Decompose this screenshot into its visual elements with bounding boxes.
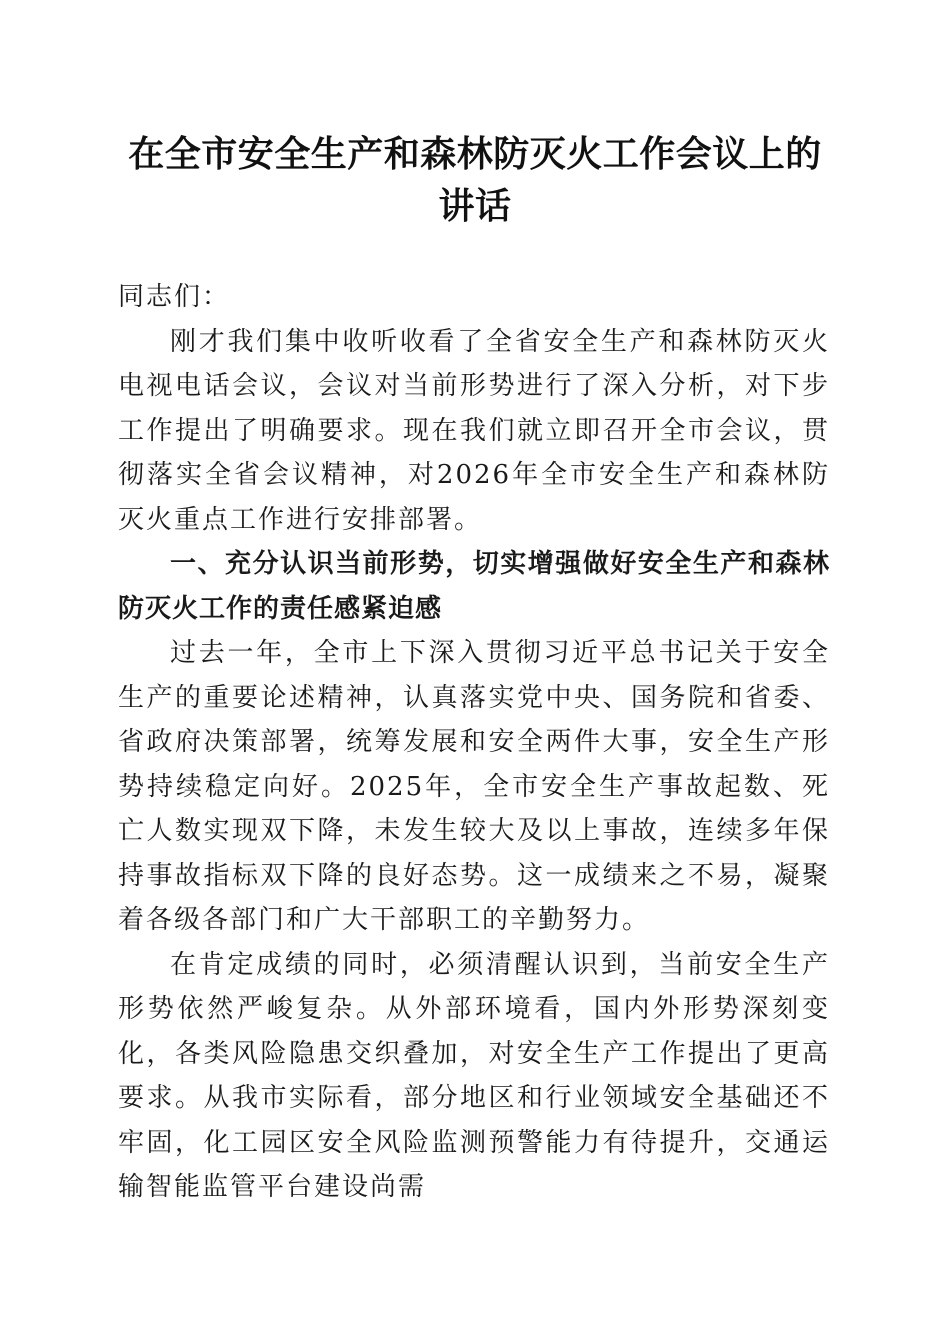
document-body [118, 275, 830, 1210]
intro-paragraph: 刚才我们集中收听收看了全省安全生产和森林防灭火电视电话会议，会议对当前形势进行了深入分析，对下步工作提出了明确要求。现在我们就立即召开全市会议，贯彻落实全省会议精神，对2026年全市安全生产和森林防灭火重点工作进行安排部署。 [118, 326, 830, 535]
section1-paragraph-1: 过去一年，全市上下深入贯彻习近平总书记关于安全生产的重要论述精神，认真落实党中央、国务院和省委、省政府决策部署，统筹发展和安全两件大事，安全生产形势持续稳定向好。2025年，全市安全生产事故起数、死亡人数实现双下降，未发生较大及以上事故，连续多年保持事故指标双下降的良好态势。这一成绩来之不易，凝聚着各级各部门和广大干部职工的辛勤努力。 [118, 638, 830, 935]
document-title: 在全市安全生产和森林防灭火工作会议上的讲话 [128, 133, 822, 227]
section1-paragraph-2: 在肯定成绩的同时，必须清醒认识到，当前安全生产形势依然严峻复杂。从外部环境看，国内外形势深刻变化，各类风险隐患交织叠加，对安全生产工作提出了更高要求。从我市实际看，部分地区和行业领域安全基础还不牢固，化工园区安全风险监测预警能力有待提升，交通运输智能监管平台建设尚需 [118, 949, 830, 1202]
section-heading-1: 一、充分认识当前形势，切实增强做好安全生产和森林防灭火工作的责任感紧迫感 [118, 549, 830, 624]
salutation: 同志们： [118, 282, 231, 312]
